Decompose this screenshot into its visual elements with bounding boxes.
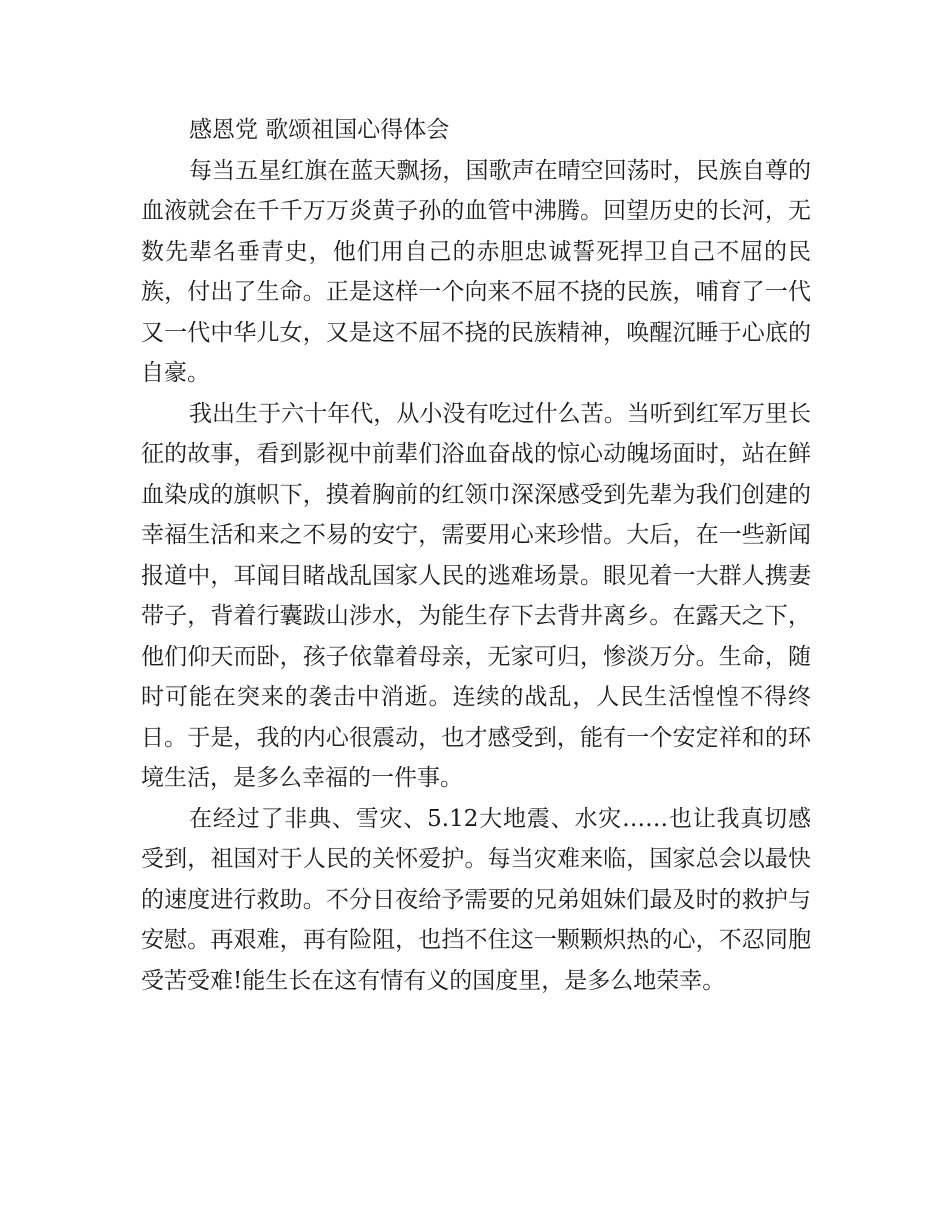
paragraph-1: 每当五星红旗在蓝天飘扬，国歌声在晴空回荡时，民族自尊的血液就会在千千万万炎黄子孙的血管中沸腾。回望历史的长河，无数先辈名垂青史，他们用自己的赤胆忠诚誓死捍卫自己不屈的民族，付出了生命。正是这样一个向来不屈不挠的民族，哺育了一代又一代中华儿女，又是这不屈不挠的民族精神，唤醒沉睡于心底的自豪。 [141, 157, 811, 386]
paragraph-3: 在经过了非典、雪灾、5.12大地震、水灾……也让我真切感受到，祖国对于人民的关怀爱护。每当灾难来临，国家总会以最快的速度进行救助。不分日夜给予需要的兄弟姐妹们最及时的救护与安慰。再艰难，再有险阻，也挡不住这一颗颗炽热的心，不忍同胞受苦受难!能生长在这有情有义的国度里，是多么地荣幸。 [141, 805, 811, 994]
document-title: 感恩党 歌颂祖国心得体会 [189, 117, 450, 143]
paragraph-2: 我出生于六十年代，从小没有吃过什么苦。当听到红军万里长征的故事，看到影视中前辈们浴血奋战的惊心动魄场面时，站在鲜血染成的旗帜下，摸着胸前的红领巾深深感受到先辈为我们创建的幸福生活和来之不易的安宁，需要用心来珍惜。大后，在一些新闻报道中，耳闻目睹战乱国家人民的逃难场景。眼见着一大群人携妻带子，背着行囊跋山涉水，为能生存下去背井离乡。在露天之下，他们仰天而卧，孩子依靠着母亲，无家可归，惨淡万分。生命，随时可能在突来的袭击中消逝。连续的战乱，人民生活惶惶不得终日。于是，我的内心很震动，也才感受到，能有一个安定祥和的环境生活，是多么幸福的一件事。 [141, 400, 811, 791]
document-body [141, 110, 811, 1001]
